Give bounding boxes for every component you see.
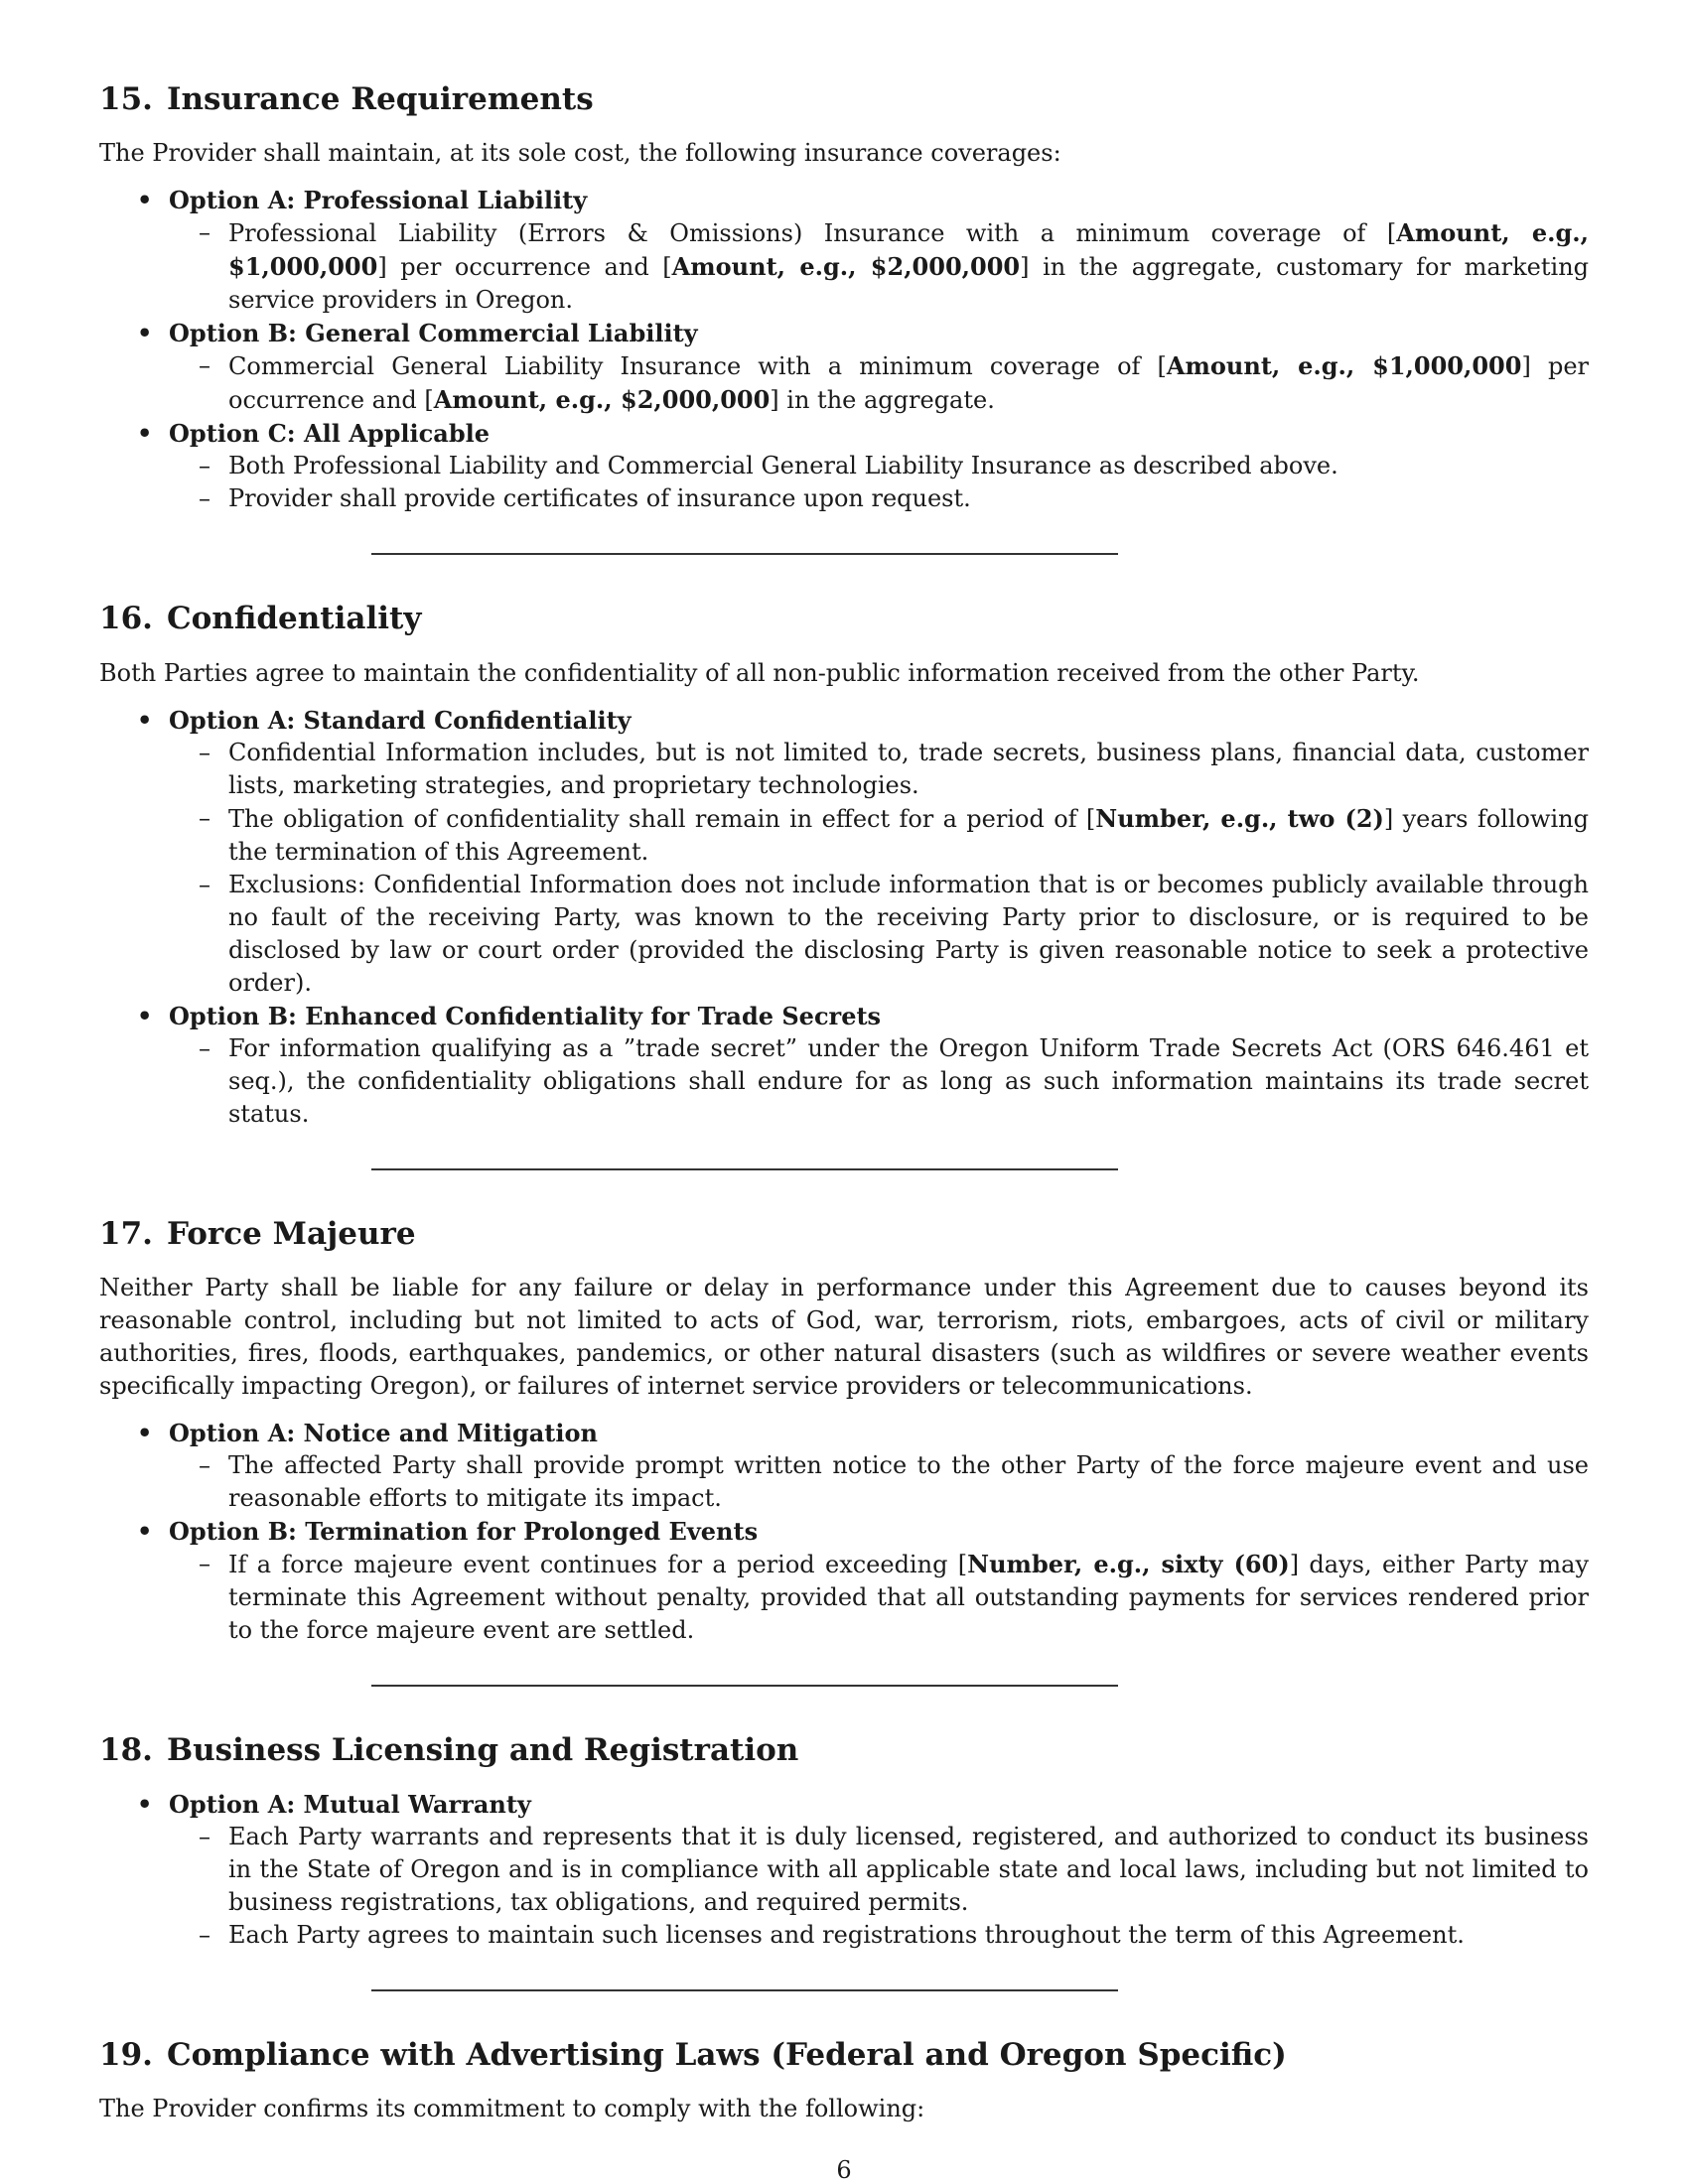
sub-list [169,1449,1589,1515]
section-17 [99,1214,1589,1647]
option-item [99,1788,1589,1952]
clause-text: ] days, either Party may terminate this Agreement without penalty, provided that all outstanding payments for services rendered prior to the force majeure event are settled. [228,1550,1590,1644]
sub-item [169,1449,1589,1515]
sub-item [169,1821,1589,1919]
option-title: Option B: Enhanced Confidentiality for Trade Secrets [169,1001,882,1030]
section-intro: The Provider confirms its commitment to comply with the following: [99,2095,925,2123]
option-title: Option B: Termination for Prolonged Events [169,1516,759,1546]
placeholder-value: Number, e.g., two (2) [1095,803,1384,833]
option-item [99,1515,1589,1647]
sub-list [169,216,1589,317]
option-title: Option A: Notice and Mitigation [169,1418,598,1447]
options-list [99,1788,1589,1952]
sub-item [169,450,1589,482]
section-number: 17. [99,1215,153,1252]
section-number: 15. [99,81,153,117]
section-heading [99,1214,1589,1254]
clause-text: The obligation of confidentiality shall remain in effect for a period of [ [228,804,1096,833]
horizontal-rule [371,1989,1118,1991]
sub-item [169,1919,1589,1952]
bullet-icon: • [137,705,153,735]
option-heading [137,704,1589,737]
section-number: 18. [99,1731,153,1768]
options-list [99,704,1589,1131]
sub-list [169,1032,1589,1131]
sub-item [169,869,1589,1000]
section-intro: Both Parties agree to maintain the confidentiality of all non-public information received from the other Party. [99,658,1420,687]
placeholder-value: Amount, e.g., $2,000,000 [671,252,1021,282]
clause-text: Confidential Information includes, but is not limited to, trade secrets, business plans, financial data, customer lists, marketing strategies, and proprietary technologies. [228,738,1589,799]
clause-text: ] in the aggregate. [770,386,995,415]
option-item [99,417,1589,515]
dash-icon: – [199,452,211,480]
bullet-icon: • [137,1418,153,1447]
document-page [99,79,1590,2123]
clause-text: Provider shall provide certificates of insurance upon request. [228,484,971,513]
clause-text: Commercial General Liability Insurance with a minimum coverage of [ [228,352,1167,381]
clause-text: Both Professional Liability and Commercial General Liability Insurance as described above. [228,452,1338,480]
horizontal-rule [371,1168,1118,1170]
sub-item [169,482,1589,515]
section-19 [99,2035,1589,2125]
dash-icon: – [199,738,211,766]
bullet-icon: • [137,1516,153,1546]
bullet-icon: • [137,186,153,215]
section-title: Confidentiality [166,601,422,637]
clause-text: ] in the aggregate, customary for marketing service providers in Oregon. [228,253,1590,315]
option-heading [137,1000,1589,1032]
horizontal-rule [371,553,1118,555]
dash-icon: – [199,1450,211,1479]
section-title: Force Majeure [166,1215,416,1252]
sub-list [169,1821,1589,1952]
sub-list [169,450,1589,515]
bullet-icon: • [137,319,153,348]
bullet-icon: • [137,419,153,449]
dash-icon: – [199,803,211,832]
section-intro: The Provider shall maintain, at its sole cost, the following insurance coverages: [99,139,1061,168]
options-list [99,184,1589,515]
placeholder-value: Amount, e.g., $1,000,000 [228,218,1589,282]
section-title: Business Licensing and Registration [166,1731,799,1768]
option-title: Option A: Mutual Warranty [169,1790,531,1820]
options-list [99,1417,1589,1647]
clause-text: For information qualifying as a ”trade secret” under the Oregon Uniform Trade Secrets Act (ORS 646.461 et seq.), the confidentiality obligations shall endure for as long as such information maintains its trade secret status. [228,1033,1589,1128]
bullet-icon: • [137,1790,153,1820]
clause-text: If a force majeure event continues for a period exceeding [ [228,1550,968,1578]
dash-icon: – [199,1549,211,1577]
section-15 [99,79,1589,515]
dash-icon: – [199,1921,211,1950]
clause-text: Each Party agrees to maintain such licenses and registrations throughout the term of this Agreement. [228,1921,1465,1950]
option-heading [137,1515,1589,1548]
section-intro: Neither Party shall be liable for any failure or delay in performance under this Agreement due to causes beyond its reasonable control, including but not limited to acts of God, war, terrorism, riots, embargoes, acts of civil or military authorities, fires, floods, earthquakes, pandemics, or other natural disasters (such as wildfires or severe weather events specifically impacting Oregon), or failures of internet service providers or telecommunications. [99,1273,1589,1400]
sub-item [169,737,1589,802]
dash-icon: – [199,1033,211,1062]
clause-text: Exclusions: Confidential Information does not include information that is or becomes publicly available through no fault of the receiving Party, was known to the receiving Party prior to disclosure, or is required to be disclosed by law or court order (provided the disclosing Party is given reasonable notice to seek a protective order). [228,870,1589,997]
clause-text: ] per occurrence and [ [377,253,672,282]
section-title: Insurance Requirements [166,81,594,117]
option-title: Option A: Standard Confidentiality [169,705,632,735]
sub-list [169,349,1589,417]
clause-text: ] per occurrence and [ [228,352,1590,415]
clause-text: Professional Liability (Errors & Omissions) Insurance with a minimum coverage of [ [228,219,1397,248]
clause-text: ] years following the termination of this Agreement. [228,804,1589,866]
sub-item [169,216,1589,317]
sub-item [169,1032,1589,1131]
sub-list [169,1548,1589,1647]
option-heading [137,1417,1589,1449]
option-heading [137,1788,1589,1821]
section-heading [99,1730,1589,1770]
clause-text: Each Party warrants and represents that it is duly licensed, registered, and authorized to conduct its business in the State of Oregon and is in compliance with all applicable state and local laws, including but not limited to business registrations, tax obligations, and required permits. [228,1823,1589,1917]
option-heading [137,184,1589,216]
sub-item [169,349,1589,417]
clause-text: The affected Party shall provide prompt written notice to the other Party of the force majeure event and use reasonable efforts to mitigate its impact. [228,1450,1589,1512]
placeholder-value: Amount, e.g., $2,000,000 [433,385,771,415]
section-heading [99,2035,1589,2075]
placeholder-value: Number, e.g., sixty (60) [967,1549,1290,1578]
section-number: 16. [99,601,153,637]
sub-item [169,1548,1589,1647]
page-number: 6 [836,2156,852,2184]
option-title: Option A: Professional Liability [169,186,588,215]
dash-icon: – [199,1823,211,1851]
section-heading [99,599,1589,638]
option-heading [137,317,1589,349]
section-number: 19. [99,2037,153,2074]
placeholder-value: Amount, e.g., $1,000,000 [1166,351,1522,381]
section-18 [99,1730,1589,1952]
option-item [99,317,1589,417]
sub-list [169,737,1589,1000]
sub-item [169,802,1589,869]
option-item [99,704,1589,1000]
option-heading [137,417,1589,450]
option-title: Option B: General Commercial Liability [169,319,698,348]
bullet-icon: • [137,1001,153,1030]
section-heading [99,79,1589,119]
option-item [99,184,1589,317]
option-item [99,1417,1589,1515]
option-item [99,1000,1589,1131]
dash-icon: – [199,218,211,247]
section-16 [99,599,1589,1130]
section-title: Compliance with Advertising Laws (Federal and Oregon Specific) [166,2037,1287,2074]
dash-icon: – [199,870,211,898]
horizontal-rule [371,1685,1118,1687]
dash-icon: – [199,351,211,380]
option-title: Option C: All Applicable [169,419,490,449]
dash-icon: – [199,484,211,513]
